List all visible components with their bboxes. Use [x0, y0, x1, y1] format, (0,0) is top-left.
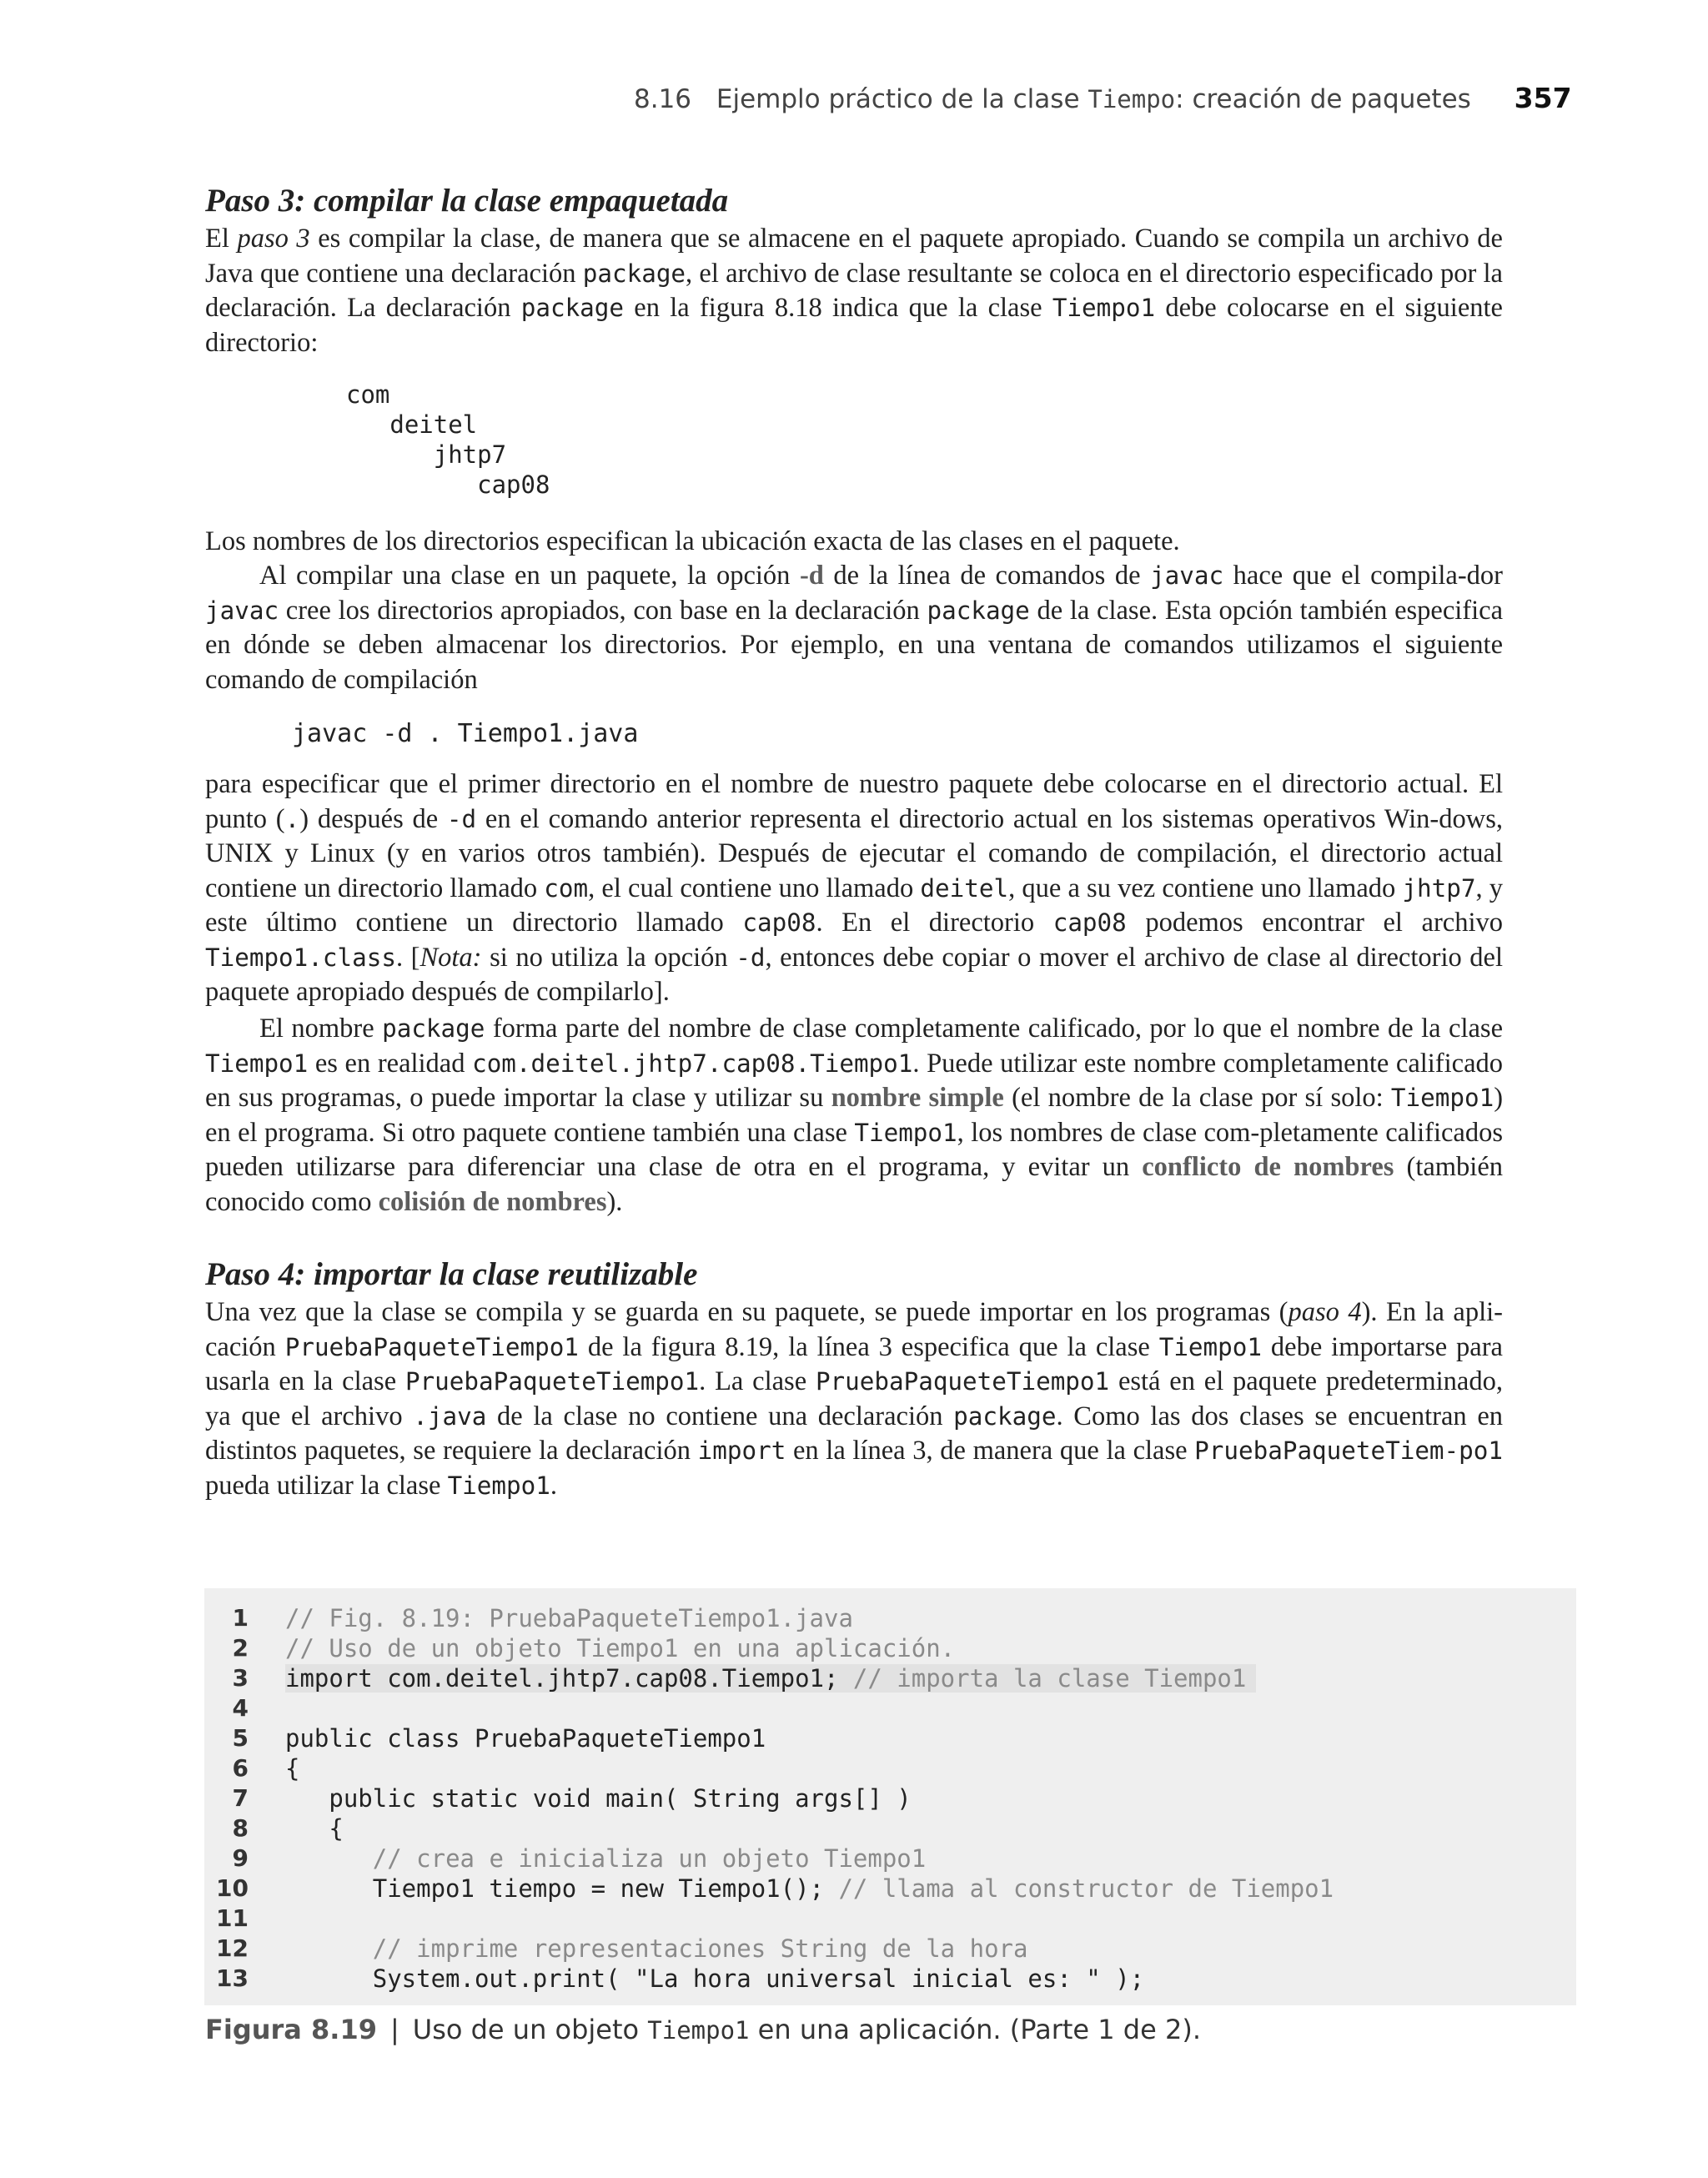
code-line	[204, 1723, 1576, 1753]
line-number: 3	[232, 1664, 249, 1692]
step4-paragraph-1: Una vez que la clase se compila y se guarda en su paquete, se puede importar en los programas (paso 4). En la apli-cación PruebaPaqueteTiempo1 de la figura 8.19, la línea 3 especifica que la clase Tiempo1 debe importarse para usarla en la clase PruebaPaqueteTiempo1. La clase PruebaPaqueteTiempo1 está en el paquete predeterminado, ya que el archivo .java de la clase no contiene una declaración package. Como las dos clases se encuentran en distintos paquetes, se requiere la declaración import en la línea 3, de manera que la clase PruebaPaqueteTiem-po1 pueda utilizar la clase Tiempo1.	[205, 1297, 1503, 1501]
term-colision-de-nombres: colisión de nombres	[378, 1186, 607, 1217]
header-title: Ejemplo práctico de la clase Tiempo: creación de paquetes	[716, 84, 1471, 114]
line-number: 5	[232, 1724, 249, 1752]
code-line	[204, 1753, 1576, 1783]
step3-heading: Paso 3: compilar la clase empaquetada	[205, 183, 729, 219]
section-number: 8.16	[634, 84, 692, 114]
compile-command: javac -d . Tiempo1.java	[292, 719, 639, 748]
line-number: 9	[232, 1844, 249, 1872]
code-line	[204, 1603, 1576, 1633]
line-number: 12	[216, 1934, 249, 1962]
code-line	[204, 1783, 1576, 1813]
code-line	[204, 1844, 1576, 1874]
step3-paragraph-1: El paso 3 es compilar la clase, de manera que se almacene en el paquete apropiado. Cuando se compila un archivo de Java que contiene una declaración package, el archivo de clase resultante se coloca en el directorio especificado por la declaración. La declaración package en la figura 8.18 indica que la clase Tiempo1 debe colocarse en el siguiente directorio:	[205, 224, 1503, 358]
line-number: 4	[232, 1694, 249, 1722]
step3-paragraph-3: Al compilar una clase en un paquete, la opción -d de la línea de comandos de javac hace que el compila-dor javac cree los directorios apropiados, con base en la declaración package de la clase. Esta opción también especifica en dónde se deben almacenar los directorios. Por ejemplo, en una ventana de comandos utilizamos el siguiente comando de compilación	[205, 561, 1504, 695]
code-comment: // Fig. 8.19: PruebaPaqueteTiempo1.java	[285, 1604, 853, 1632]
line-number: 1	[232, 1604, 249, 1632]
code-text	[285, 1934, 1027, 1964]
code-line	[204, 1813, 1576, 1844]
step3-paragraph-5: El nombre package forma parte del nombre de clase completamente calificado, por lo que el nombre de la clase Tiempo1 es en realidad com.deitel.jhtp7.cap08.Tiempo1. Puede utilizar este nombre completamente calificado en sus programas, o puede importar la clase y utilizar su nombre simple (el nombre de la clase por sí solo: Tiempo1) en el programa. Si otro paquete contiene también una clase Tiempo1, los nombres de clase com-pletamente calificados pueden utilizarse para diferenciar una clase de otra en el programa, y evitar un conflicto de nombres (también conocido como colisión de nombres).	[205, 1014, 1504, 1217]
code-line	[204, 1693, 1576, 1723]
caption-text: Uso de un objeto Tiempo1 en una aplicación. (Parte 1 de 2).	[412, 2014, 1201, 2045]
code-comment: // crea e inicializa un objeto Tiempo1	[372, 1844, 927, 1873]
code-text: public class PruebaPaqueteTiempo1	[285, 1724, 766, 1753]
line-number: 13	[216, 1964, 249, 1992]
line-number: 10	[216, 1874, 249, 1902]
code-text: {	[285, 1814, 344, 1843]
code-line	[204, 1934, 1576, 1964]
code-comment: // Uso de un objeto Tiempo1 en una aplicación.	[285, 1634, 956, 1662]
code-comment: // imprime representaciones String de la hora	[372, 1934, 1028, 1963]
dir-level-3: jhtp7	[346, 440, 507, 469]
code-listing	[204, 1588, 1576, 2005]
code-lines	[204, 1603, 1576, 1994]
dir-level-1: com	[346, 380, 390, 409]
line-number: 7	[232, 1784, 249, 1812]
line-number: 2	[232, 1634, 249, 1662]
figure-label: Figura 8.19	[205, 2014, 377, 2045]
step4-heading: Paso 4: importar la clase reutilizable	[205, 1256, 698, 1292]
code-text: {	[285, 1754, 300, 1783]
code-line	[204, 1964, 1576, 1994]
code-comment: // importa la clase Tiempo1	[852, 1664, 1247, 1693]
page-number: 357	[1514, 82, 1572, 114]
code-line	[204, 1633, 1576, 1663]
code-line	[204, 1874, 1576, 1904]
term-nombre-simple: nombre simple	[831, 1083, 1004, 1113]
code-text: Tiempo1 tiempo = new Tiempo1(); // llama al constructor de Tiempo1	[285, 1874, 1334, 1903]
code-text: import com.deitel.jhtp7.cap08.Tiempo1; // importa la clase Tiempo1	[285, 1663, 1256, 1693]
code-text	[285, 1603, 853, 1633]
code-text	[285, 1844, 926, 1874]
code-line	[204, 1904, 1576, 1934]
line-number: 11	[216, 1904, 249, 1932]
code-comment: // llama al constructor de Tiempo1	[838, 1874, 1334, 1903]
code-text: public static void main( String args[] )	[285, 1784, 912, 1813]
code-text	[285, 1633, 955, 1663]
caption-separator: |	[389, 2014, 399, 2045]
figure-caption	[205, 2014, 1201, 2045]
directory-tree	[346, 380, 550, 500]
dir-level-2: deitel	[346, 410, 478, 439]
line-number: 6	[232, 1754, 249, 1782]
code-text: System.out.print( "La hora universal inicial es: " );	[285, 1964, 1145, 1993]
term-conflicto-de-nombres: conflicto de nombres	[1142, 1152, 1394, 1182]
dir-level-4: cap08	[346, 470, 550, 499]
code-line	[204, 1663, 1576, 1693]
step3-paragraph-2: Los nombres de los directorios especifican la ubicación exacta de las clases en el paquete.	[205, 526, 1180, 556]
line-number: 8	[232, 1814, 249, 1842]
step3-paragraph-4: para especificar que el primer directorio en el nombre de nuestro paquete debe colocarse en el directorio actual. El punto (.) después de -d en el comando anterior representa el directorio actual en los sistemas operativos Win-dows, UNIX y Linux (y en varios otros también). Después de ejecutar el comando de compilación, el directorio actual contiene un directorio llamado com, el cual contiene uno llamado deitel, que a su vez contiene uno llamado jhtp7, y este último contiene un directorio llamado cap08. En el directorio cap08 podemos encontrar el archivo Tiempo1.class. [Nota: si no utiliza la opción -d, entonces debe copiar o mover el archivo de clase al directorio del paquete apropiado después de compilarlo].	[205, 769, 1504, 1007]
running-header	[634, 82, 1572, 120]
